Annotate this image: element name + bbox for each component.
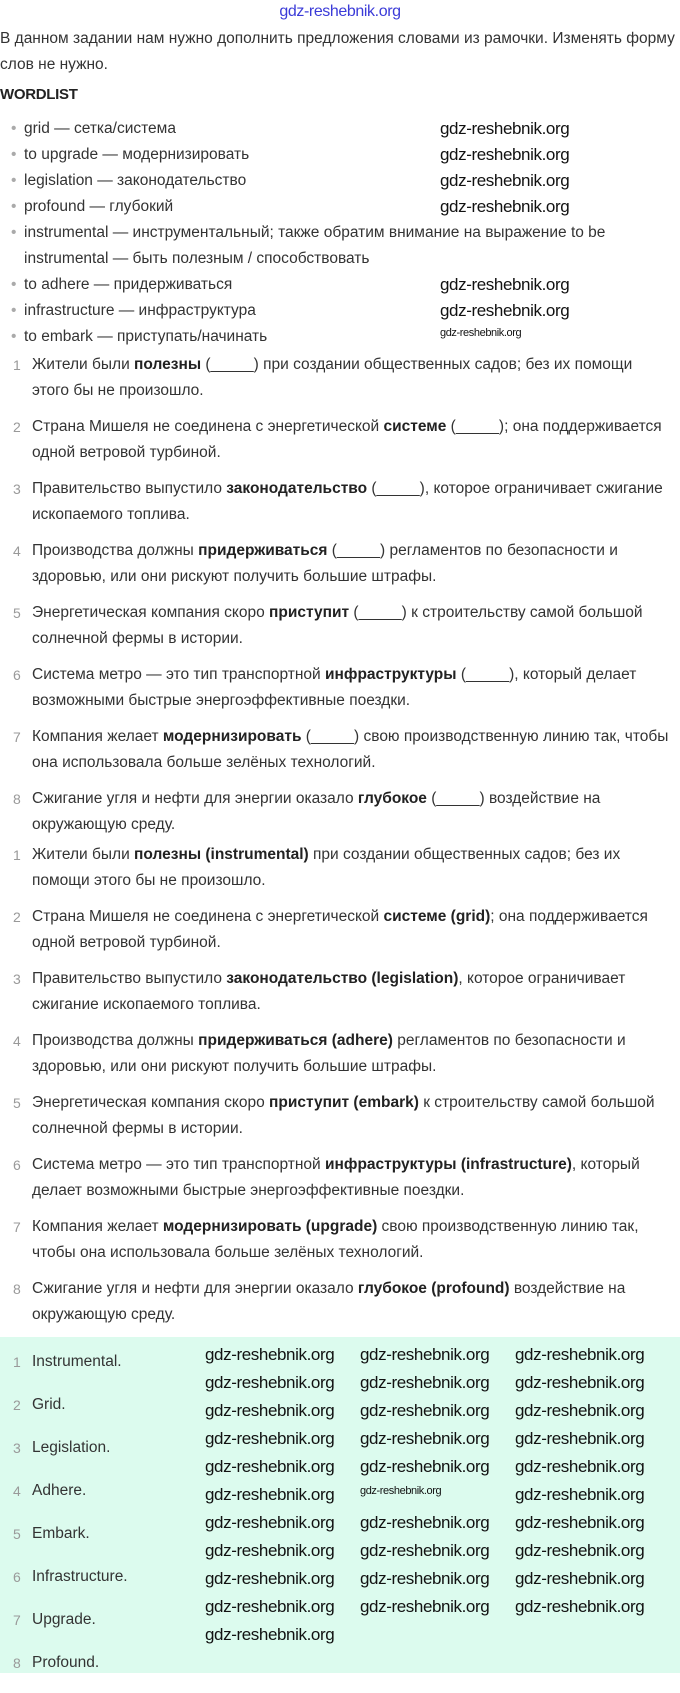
sentence-number: 7 <box>13 729 21 745</box>
sentence-item <box>0 904 672 966</box>
answer-item <box>0 1607 182 1650</box>
watermark: gdz-reshebnik.org <box>515 1345 645 1364</box>
watermark: gdz-reshebnik.org <box>515 1597 645 1616</box>
watermark: gdz-reshebnik.org <box>440 197 570 216</box>
wordlist-item <box>8 220 668 272</box>
sentence-item <box>0 538 672 600</box>
answer-item <box>0 1392 182 1435</box>
wordlist-item <box>8 324 668 350</box>
wordlist-title: WORDLIST <box>0 86 78 103</box>
sentence-text: (_____), которое ограничивает сжигание ископаемого топлива. <box>32 480 663 523</box>
sentence-text: ; она поддерживается одной ветровой турбиной. <box>32 908 648 951</box>
questions-list <box>0 352 680 848</box>
sentence-text: Правительство выпустило <box>32 970 227 987</box>
sentence-text: при создании общественных садов; без их помощи этого бы не произошло. <box>32 846 621 889</box>
wordlist-item-text: instrumental — инструментальный; также обратим внимание на выражение to be instrumental — быть полезным / способствовать <box>24 224 606 267</box>
sentence-keyword: придерживаться <box>198 542 328 559</box>
wordlist-item-text: to upgrade — модернизировать <box>24 146 250 163</box>
sentence-text: Компания желает <box>32 728 163 745</box>
sentence-text: Страна Мишеля не соединена с энергетической <box>32 418 384 435</box>
sentence-item <box>0 662 672 724</box>
watermark: gdz-reshebnik.org <box>205 1401 335 1420</box>
sentence-number: 7 <box>13 1219 21 1235</box>
bullet-icon: • <box>11 198 17 215</box>
sentence-text: Компания желает <box>32 1218 163 1235</box>
watermark: gdz-reshebnik.org <box>360 1373 490 1392</box>
sentence-number: 4 <box>13 543 21 559</box>
watermark: gdz-reshebnik.org <box>515 1485 645 1504</box>
sentence-item <box>0 1214 672 1276</box>
sentence-text: к строительству самой большой солнечной фермы в истории. <box>32 1094 655 1137</box>
watermark: gdz-reshebnik.org <box>515 1401 645 1420</box>
bullet-icon: • <box>11 172 17 189</box>
sentence-item <box>0 1028 672 1090</box>
answer-number: 1 <box>13 1354 21 1370</box>
sentence-text: Правительство выпустило <box>32 480 227 497</box>
sentence-keyword: модернизировать (upgrade) <box>162 1218 378 1235</box>
watermark: gdz-reshebnik.org <box>515 1541 645 1560</box>
answer-text: Legislation. <box>32 1439 111 1456</box>
sentence-text: Сжигание угля и нефти для энергии оказало <box>32 790 358 807</box>
watermark: gdz-reshebnik.org <box>515 1429 645 1448</box>
watermark: gdz-reshebnik.org <box>205 1625 335 1644</box>
sentence-text: (_____) воздействие на окружающую среду. <box>32 790 601 833</box>
sentence-keyword: инфраструктуры <box>325 666 457 683</box>
watermark: gdz-reshebnik.org <box>440 145 570 164</box>
wordlist-item-text: to embark — приступать/начинать <box>24 328 268 345</box>
answer-item <box>0 1435 182 1478</box>
watermark: gdz-reshebnik.org <box>440 171 570 190</box>
watermark: gdz-reshebnik.org <box>440 301 570 320</box>
answer-number: 4 <box>13 1483 21 1499</box>
sentence-number: 8 <box>13 1281 21 1297</box>
filled-sentences-list <box>0 842 680 1338</box>
sentence-number: 3 <box>13 971 21 987</box>
answer-item <box>0 1478 182 1521</box>
watermark: gdz-reshebnik.org <box>205 1569 335 1588</box>
sentence-text: (_____) свою производственную линию так, чтобы она использовала больше зелёных технологий. <box>32 728 669 771</box>
answer-number: 6 <box>13 1569 21 1585</box>
sentence-keyword: полезны (instrumental) <box>134 846 309 863</box>
sentence-text: (_____), который делает возможными быстрые энергоэффективные поездки. <box>32 666 637 709</box>
watermark: gdz-reshebnik.org <box>360 1457 490 1476</box>
watermark-link[interactable]: gdz-reshebnik.org <box>279 3 401 20</box>
watermark: gdz-reshebnik.org <box>440 275 570 294</box>
watermark: gdz-reshebnik.org <box>205 1541 335 1560</box>
sentence-item <box>0 842 672 904</box>
answer-number: 5 <box>13 1526 21 1542</box>
answer-text: Grid. <box>32 1396 66 1413</box>
watermark: gdz-reshebnik.org <box>205 1457 335 1476</box>
sentence-text: Производства должны <box>32 542 199 559</box>
sentence-text: (_____); она поддерживается одной ветровой турбиной. <box>32 418 662 461</box>
sentence-item <box>0 1090 672 1152</box>
watermark: gdz-reshebnik.org <box>360 1513 490 1532</box>
sentence-text: Жители были <box>32 846 135 863</box>
answer-item <box>0 1349 182 1392</box>
watermark: gdz-reshebnik.org <box>515 1457 645 1476</box>
sentence-text: (_____) к строительству самой большой солнечной фермы в истории. <box>32 604 643 647</box>
sentence-keyword: приступит <box>269 604 350 621</box>
sentence-text: Энергетическая компания скоро <box>32 1094 270 1111</box>
answer-item <box>0 1521 182 1564</box>
bullet-icon: • <box>11 302 17 319</box>
sentence-item <box>0 414 672 476</box>
sentence-text: Производства должны <box>32 1032 199 1049</box>
sentence-text: Сжигание угля и нефти для энергии оказало <box>32 1280 358 1297</box>
watermark: gdz-reshebnik.org <box>205 1429 335 1448</box>
bullet-icon: • <box>11 224 17 241</box>
sentence-text: Жители были <box>32 356 135 373</box>
watermark: gdz-reshebnik.org <box>360 1401 490 1420</box>
answer-text: Upgrade. <box>32 1611 96 1628</box>
watermark: gdz-reshebnik.org <box>360 1345 490 1364</box>
answer-text: Profound. <box>32 1654 100 1671</box>
sentence-item <box>0 724 672 786</box>
sentence-text: Страна Мишеля не соединена с энергетической <box>32 908 384 925</box>
sentence-keyword: системе <box>383 418 447 435</box>
wordlist-item-text: grid — сетка/система <box>24 120 176 137</box>
sentence-keyword: придерживаться (adhere) <box>198 1032 393 1049</box>
answer-text: Embark. <box>32 1525 90 1542</box>
sentence-keyword: глубокое <box>357 790 427 807</box>
sentence-number: 1 <box>13 357 21 373</box>
watermark: gdz-reshebnik.org <box>360 1541 490 1560</box>
wordlist-item-text: profound — глубокий <box>24 198 174 215</box>
bullet-icon: • <box>11 276 17 293</box>
wordlist-item-text: to adhere — придерживаться <box>24 276 233 293</box>
watermark: gdz-reshebnik.org <box>205 1345 335 1364</box>
sentence-number: 5 <box>13 1095 21 1111</box>
sentence-text: (_____) при создании общественных садов; без их помощи этого бы не произошло. <box>32 356 633 399</box>
sentence-text: (_____) регламентов по безопасности и здоровью, или они рискуют получить большие штрафы. <box>32 542 618 585</box>
sentence-text: Система метро — это тип транспортной <box>32 666 326 683</box>
watermark: gdz-reshebnik.org <box>515 1513 645 1532</box>
watermark: gdz-reshebnik.org <box>360 1485 442 1497</box>
sentence-text: свою производственную линию так, чтобы она использовала больше зелёных технологий. <box>32 1218 639 1261</box>
sentence-item <box>0 966 672 1028</box>
watermark: gdz-reshebnik.org <box>205 1597 335 1616</box>
sentence-item <box>0 352 672 414</box>
sentence-item <box>0 786 672 848</box>
sentence-text: воздействие на окружающую среду. <box>32 1280 626 1323</box>
answer-text: Instrumental. <box>32 1353 122 1370</box>
bullet-icon: • <box>11 328 17 345</box>
answer-text: Adhere. <box>32 1482 87 1499</box>
sentence-keyword: инфраструктуры (infrastructure) <box>325 1156 572 1173</box>
answer-number: 7 <box>13 1612 21 1628</box>
sentence-item <box>0 1152 672 1214</box>
sentence-number: 2 <box>13 909 21 925</box>
sentence-number: 2 <box>13 419 21 435</box>
sentence-number: 1 <box>13 847 21 863</box>
sentence-keyword: приступит (embark) <box>269 1094 419 1111</box>
sentence-number: 5 <box>13 605 21 621</box>
bullet-icon: • <box>11 120 17 137</box>
answer-item <box>0 1564 182 1607</box>
watermark: gdz-reshebnik.org <box>360 1597 490 1616</box>
answer-number: 2 <box>13 1397 21 1413</box>
watermark: gdz-reshebnik.org <box>360 1569 490 1588</box>
wordlist-item-text: legislation — законодательство <box>24 172 247 189</box>
sentence-keyword: системе (grid) <box>383 908 491 925</box>
watermark: gdz-reshebnik.org <box>515 1569 645 1588</box>
sentence-keyword: законодательство <box>226 480 368 497</box>
bullet-icon: • <box>11 146 17 163</box>
watermark: gdz-reshebnik.org <box>205 1513 335 1532</box>
sentence-item <box>0 600 672 662</box>
watermark: gdz-reshebnik.org <box>440 119 570 138</box>
sentence-text: , которое ограничивает сжигание ископаемого топлива. <box>32 970 626 1013</box>
sentence-number: 6 <box>13 1157 21 1173</box>
answer-text: Infrastructure. <box>32 1568 128 1585</box>
watermark: gdz-reshebnik.org <box>205 1373 335 1392</box>
sentence-keyword: модернизировать <box>162 728 302 745</box>
answer-number: 8 <box>13 1655 21 1671</box>
sentence-number: 8 <box>13 791 21 807</box>
watermark: gdz-reshebnik.org <box>205 1485 335 1504</box>
sentence-text: регламентов по безопасности и здоровью, или они рискуют получить большие штрафы. <box>32 1032 626 1075</box>
answer-item <box>0 1650 182 1693</box>
sentence-item <box>0 476 672 538</box>
sentence-keyword: полезны <box>134 356 202 373</box>
sentence-text: Система метро — это тип транспортной <box>32 1156 326 1173</box>
sentence-text: Энергетическая компания скоро <box>32 604 270 621</box>
watermark: gdz-reshebnik.org <box>515 1373 645 1392</box>
sentence-number: 3 <box>13 481 21 497</box>
sentence-keyword: законодательство (legislation) <box>226 970 459 987</box>
sentence-number: 4 <box>13 1033 21 1049</box>
sentence-item <box>0 1276 672 1338</box>
sentence-keyword: глубокое (profound) <box>357 1280 510 1297</box>
answer-number: 3 <box>13 1440 21 1456</box>
sentence-text: , который делает возможными быстрые энергоэффективные поездки. <box>32 1156 640 1199</box>
watermark: gdz-reshebnik.org <box>360 1429 490 1448</box>
wordlist-item-text: infrastructure — инфраструктура <box>24 302 256 319</box>
sentence-number: 6 <box>13 667 21 683</box>
watermark: gdz-reshebnik.org <box>440 327 522 339</box>
intro-text: В данном задании нам нужно дополнить предложения словами из рамочки. Изменять форму слов не нужно. <box>0 30 675 73</box>
